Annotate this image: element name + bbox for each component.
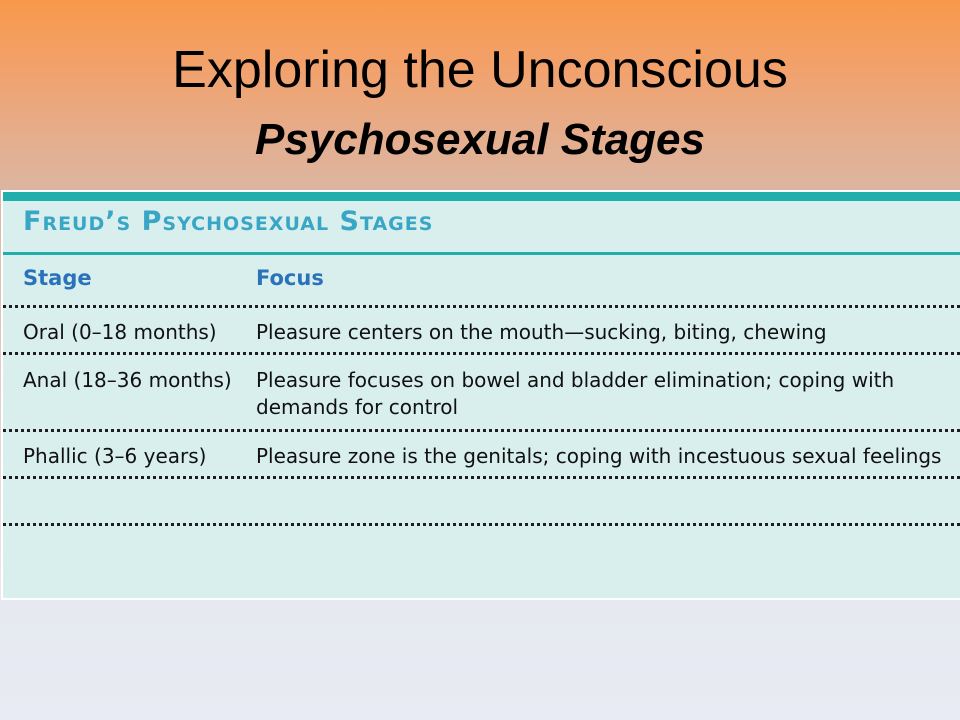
column-header-stage: Stage (23, 266, 92, 290)
heading-divider (3, 252, 960, 255)
stages-table (1, 190, 960, 600)
table-top-bar (3, 192, 960, 201)
row-divider (3, 305, 960, 308)
slide-subtitle: Psychosexual Stages (254, 115, 705, 164)
table-cell-stage: Phallic (3–6 years) (23, 444, 207, 468)
row-divider (3, 429, 960, 432)
table-cell-focus: Pleasure focuses on bowel and bladder elimination; coping with demands for control (256, 368, 895, 419)
table-heading: Freud’s Psychosexual Stages (23, 206, 434, 237)
table-cell-focus: Pleasure centers on the mouth—sucking, biting, chewing (256, 320, 827, 344)
row-divider (3, 352, 960, 355)
row-divider (3, 523, 960, 526)
slide-title: Exploring the Unconscious (172, 41, 788, 99)
table-cell-focus: Pleasure zone is the genitals; coping with incestuous sexual feelings (256, 444, 942, 468)
table-cell-stage: Anal (18–36 months) (23, 368, 232, 392)
column-header-focus: Focus (256, 266, 324, 290)
table-cell-stage: Oral (0–18 months) (23, 320, 217, 344)
row-divider (3, 476, 960, 479)
